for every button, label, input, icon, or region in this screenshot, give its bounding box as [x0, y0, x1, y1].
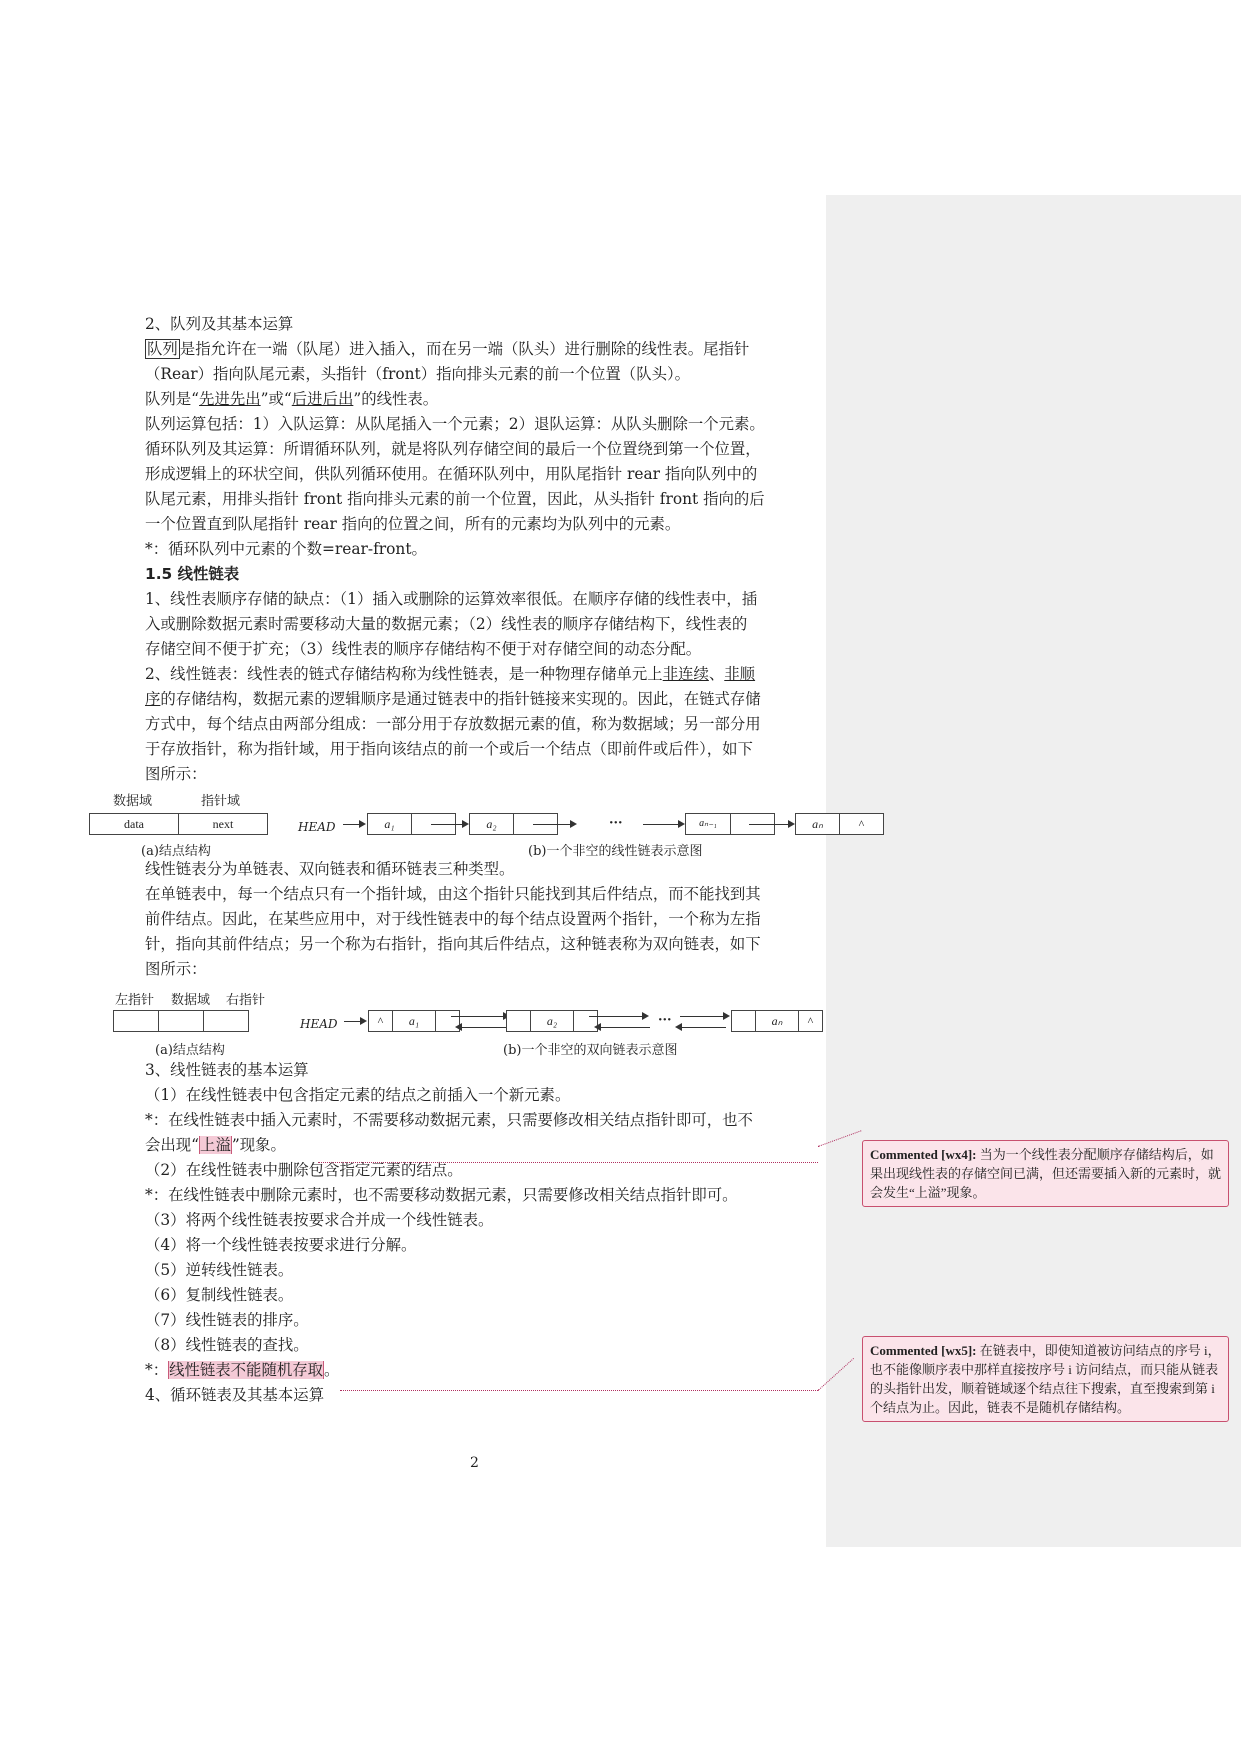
random-access-note: *：线性链表不能随机存取。 [145, 1361, 340, 1379]
dnode-an-left [731, 1010, 756, 1032]
comment-wx4[interactable]: Commented [wx4]: 当为一个线性表分配顺序存储结构后，如果出现线性表的存储空间已满，但还需要插入新的元素时，就会发生“上溢”现象。 [862, 1140, 1229, 1207]
para-circular-2: 形成逻辑上的环状空间，供队列循环使用。在循环队列中，用队尾指针 rear 指向队列中的 [145, 465, 758, 483]
node-a2: a₂ [469, 813, 514, 835]
label-data-field: 数据域 [113, 794, 153, 809]
caption-linked-list: (b)一个非空的线性链表示意图 [528, 844, 703, 859]
para-circular-4: 一个位置直到队尾指针 rear 指向的位置之间，所有的元素均为队列中的元素。 [145, 515, 681, 533]
para-doubly-1: 在单链表中，每一个结点只有一个指针域，由这个指针只能找到其后件结点，而不能找到其 [145, 885, 761, 903]
queue-term-box: 队列 [147, 340, 178, 358]
dnode-right-cell [203, 1010, 249, 1032]
node-data-cell: data [89, 813, 179, 835]
para-doubly-4: 图所示： [145, 960, 207, 978]
caption-dnode-structure: (a)结点结构 [155, 1043, 225, 1058]
ellipsis: ··· [609, 816, 623, 831]
para-linked-1: 2、线性链表：线性表的链式存储结构称为线性链表，是一种物理存储单元上非连续、非顺 [145, 665, 756, 683]
para-seq-3: 存储空间不便于扩充；（3）线性表的顺序存储结构不便于对存储空间的动态分配。 [145, 640, 702, 658]
para-doubly-2: 前件结点。因此，在某些应用中，对于线性链表中的每个结点设置两个指针，一个称为左指 [145, 910, 761, 928]
op-7: （7）线性链表的排序。 [145, 1311, 309, 1329]
highlight-overflow[interactable]: 上溢 [200, 1136, 231, 1154]
dnode-a1-null: ^ [368, 1010, 393, 1032]
dnode-an: aₙ [755, 1010, 799, 1032]
label-right-pointer: 右指针 [226, 993, 266, 1008]
op-2: （2）在线性链表中删除包含指定元素的结点。 [145, 1161, 463, 1179]
head-label-2: HEAD [300, 1017, 338, 1031]
op-1-note-b: 会出现“上溢”现象。 [145, 1136, 286, 1154]
dnode-a1: a₁ [392, 1010, 436, 1032]
op-5: （5）逆转线性链表。 [145, 1261, 294, 1279]
caption-doubly-list: (b)一个非空的双向链表示意图 [503, 1043, 678, 1058]
para-linked-3: 方式中，每个结点由两部分组成：一部分用于存放数据元素的值，称为数据域；另一部分用 [145, 715, 761, 733]
highlight-random-access[interactable]: 线性链表不能随机存取 [169, 1361, 324, 1379]
op-1: （1）在线性链表中包含指定元素的结点之前插入一个新元素。 [145, 1086, 571, 1104]
para-circular-1: 循环队列及其运算：所谓循环队列，就是将队列存储空间的最后一个位置绕到第一个位置， [145, 440, 761, 458]
op-2-note: *：在线性链表中删除元素时，也不需要移动数据元素，只需要修改相关结点指针即可。 [145, 1186, 738, 1204]
circular-list-heading: 4、循环链表及其基本运算 [145, 1386, 325, 1404]
para-linked-4: 于存放指针，称为指针域，用于指向该结点的前一个或后一个结点（即前件或后件），如下 [145, 740, 753, 758]
head-label: HEAD [298, 820, 336, 834]
dnode-a2-left [506, 1010, 531, 1032]
ops-title: 3、线性链表的基本运算 [145, 1061, 309, 1079]
node-an-1: aₙ₋₁ [685, 813, 731, 835]
node-next-cell: next [178, 813, 268, 835]
op-8: （8）线性链表的查找。 [145, 1336, 309, 1354]
dnode-an-null: ^ [798, 1010, 823, 1032]
para-types: 线性链表分为单链表、双向链表和循环链表三种类型。 [145, 860, 515, 878]
op-4: （4）将一个线性链表按要求进行分解。 [145, 1236, 417, 1254]
node-a1: a₁ [367, 813, 412, 835]
para-queue-def: 队列 是指允许在一端（队尾）进入插入，而在另一端（队头）进行删除的线性表。尾指针 [147, 340, 750, 358]
para-circular-3: 队尾元素，用排头指针 front 指向排头元素的前一个位置，因此，从头指针 front 指向的后 [145, 490, 765, 508]
comment-connector-1 [318, 1162, 818, 1163]
heading-queue: 2、队列及其基本运算 [145, 315, 294, 333]
section-title: 1.5 线性链表 [145, 565, 240, 583]
diagram-singly-linked [113, 787, 865, 859]
dnode-a2: a₂ [530, 1010, 574, 1032]
diagram-doubly-linked [115, 982, 815, 1058]
comment-connector-2 [340, 1390, 818, 1391]
op-6: （6）复制线性链表。 [145, 1286, 294, 1304]
para-circular-count: *：循环队列中元素的个数=rear-front。 [145, 540, 427, 558]
op-1-note-a: *：在线性链表中插入元素时，不需要移动数据元素，只需要修改相关结点指针即可，也不 [145, 1111, 753, 1129]
dnode-left-cell [113, 1010, 159, 1032]
comment-wx5[interactable]: Commented [wx5]: 在链表中，即使知道被访问结点的序号 i，也不能像顺序表中那样直接按序号 i 访问结点，而只能从链表的头指针出发，顺着链域逐个结点往下搜索，直至搜索到第 i 个结点为止。因此，链表不是随机存储结构。 [862, 1336, 1229, 1422]
caption-node-structure: (a)结点结构 [141, 844, 211, 859]
para-linked-2: 序的存储结构，数据元素的逻辑顺序是通过链表中的指针链接来实现的。因此，在链式存储 [145, 690, 761, 708]
document-body [113, 312, 865, 1408]
para-seq-2: 入或删除数据元素时需要移动大量的数据元素；（2）线性表的顺序存储结构下，线性表的 [145, 615, 748, 633]
ellipsis-2: ··· [658, 1013, 672, 1028]
label-left-pointer: 左指针 [115, 993, 155, 1008]
para-linked-5: 图所示： [145, 765, 207, 783]
para-doubly-3: 针，指向其前件结点；另一个称为右指针，指向其后件结点，这种链表称为双向链表，如下 [145, 935, 761, 953]
para-queue-fifo: 队列是“先进先出”或“后进后出”的线性表。 [145, 390, 439, 408]
label-data-field-2: 数据域 [171, 993, 211, 1008]
label-pointer-field: 指针域 [201, 794, 241, 809]
dnode-data-cell [158, 1010, 204, 1032]
op-3: （3）将两个线性链表按要求合并成一个线性链表。 [145, 1211, 494, 1229]
node-an-null: ^ [839, 813, 884, 835]
para-queue-pointers: （Rear）指向队尾元素，头指针（front）指向排头元素的前一个位置（队头）。 [145, 365, 691, 383]
page-number: 2 [470, 1455, 479, 1471]
para-seq-1: 1、线性表顺序存储的缺点：（1）插入或删除的运算效率很低。在顺序存储的线性表中，插 [145, 590, 758, 608]
para-queue-ops: 队列运算包括：1）入队运算：从队尾插入一个元素；2）退队运算：从队头删除一个元素。 [145, 415, 765, 433]
node-an: aₙ [795, 813, 840, 835]
